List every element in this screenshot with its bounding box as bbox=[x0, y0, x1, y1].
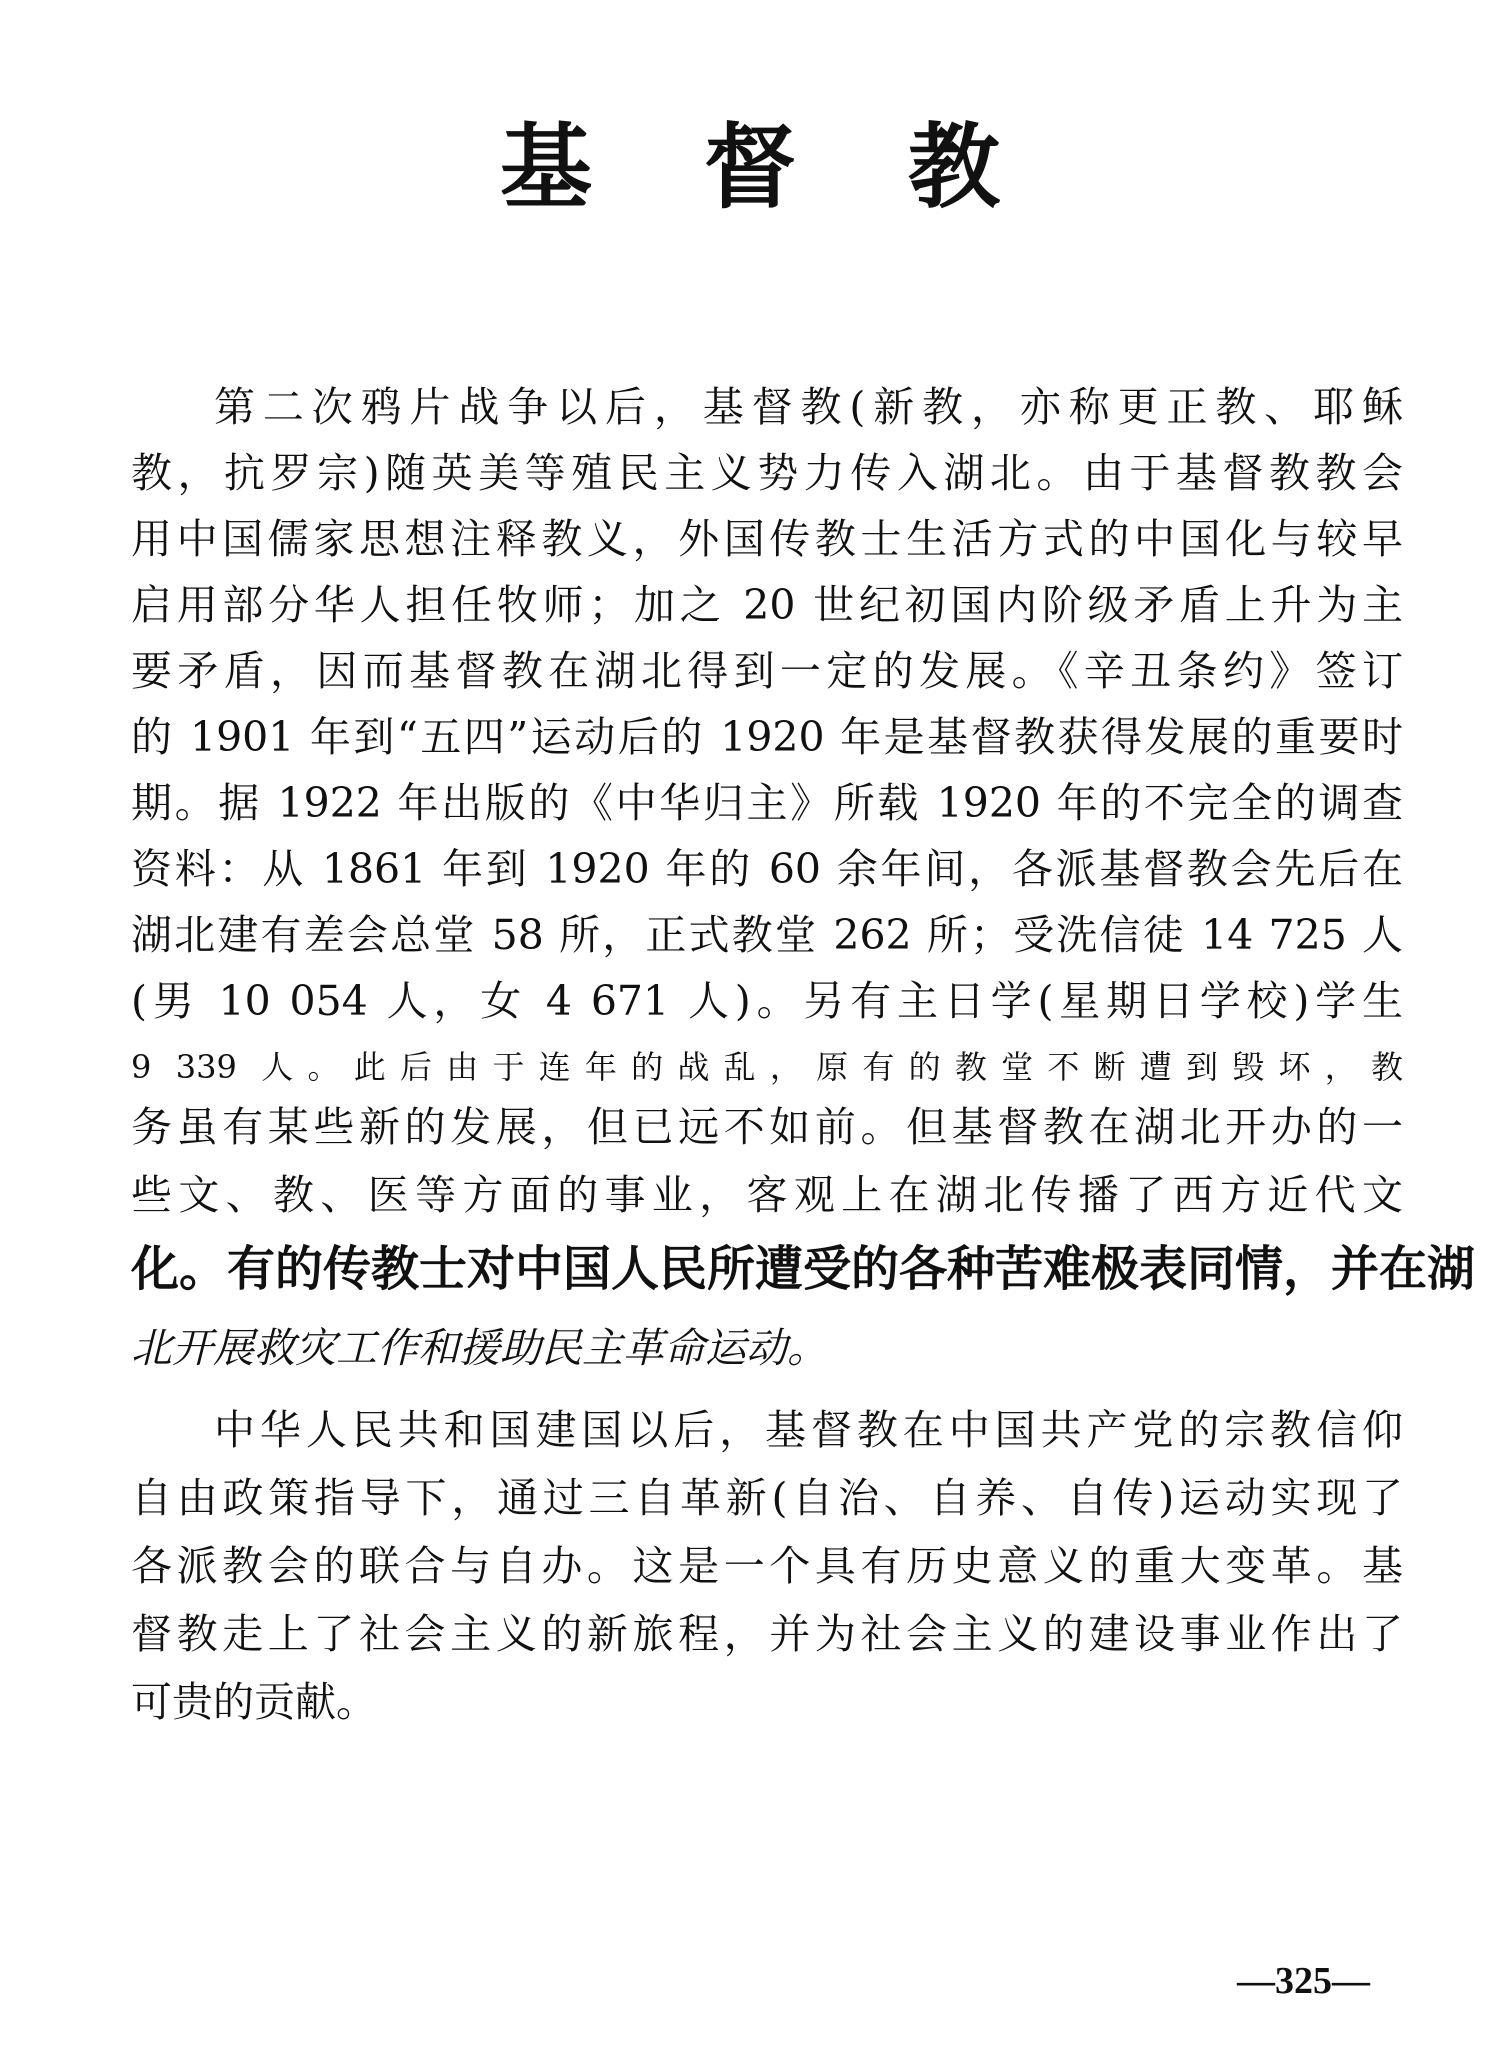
paragraph-1-line-11: 9 339 人。此后由于连年的战乱，原有的教堂不断遭到毁坏，教 bbox=[131, 1048, 1403, 1086]
paragraph-1-line-9: 湖北建有差会总堂 58 所，正式教堂 262 所；受洗信徒 14 725 人 bbox=[131, 911, 1403, 959]
paragraph-1-line-14: 化。有的传教士对中国人民所遭受的各种苦难极表同情，并在湖 bbox=[131, 1241, 1476, 1297]
page-number: —325— bbox=[1237, 1960, 1370, 2002]
paragraph-1-line-1: 第二次鸦片战争以后，基督教(新教，亦称更正教、耶稣 bbox=[214, 383, 1403, 431]
paragraph-1-line-3: 用中国儒家思想注释教义，外国传教士生活方式的中国化与较早 bbox=[131, 515, 1403, 563]
paragraph-2-line-5: 可贵的贡献。 bbox=[131, 1678, 377, 1726]
paragraph-1-line-2: 教，抗罗宗)随英美等殖民主义势力传入湖北。由于基督教教会 bbox=[131, 449, 1403, 497]
paragraph-1-line-15: 北开展救灾工作和援助民主革命运动。 bbox=[131, 1324, 828, 1372]
paragraph-2-line-2: 自由政策指导下，通过三自革新(自治、自养、自传)运动实现了 bbox=[131, 1474, 1403, 1522]
paragraph-1-line-5: 要矛盾，因而基督教在湖北得到一定的发展。《辛丑条约》签订 bbox=[131, 647, 1403, 695]
paragraph-1-line-13: 些文、教、医等方面的事业，客观上在湖北传播了西方近代文 bbox=[131, 1171, 1403, 1219]
paragraph-1-line-8: 资料：从 1861 年到 1920 年的 60 余年间，各派基督教会先后在 bbox=[131, 845, 1403, 893]
paragraph-1-line-4: 启用部分华人担任牧师；加之 20 世纪初国内阶级矛盾上升为主 bbox=[131, 581, 1403, 629]
paragraph-1-line-7: 期。据 1922 年出版的《中华归主》所载 1920 年的不完全的调查 bbox=[131, 779, 1403, 827]
paragraph-2-line-3: 各派教会的联合与自办。这是一个具有历史意义的重大变革。基 bbox=[131, 1542, 1403, 1590]
paragraph-1-line-6: 的 1901 年到“五四”运动后的 1920 年是基督教获得发展的重要时 bbox=[131, 713, 1403, 761]
paragraph-2-line-4: 督教走上了社会主义的新旅程，并为社会主义的建设事业作出了 bbox=[131, 1610, 1403, 1658]
paragraph-1-line-10: (男 10 054 人，女 4 671 人)。另有主日学(星期日学校)学生 bbox=[131, 977, 1403, 1025]
paragraph-1-line-12: 务虽有某些新的发展，但已远不如前。但基督教在湖北开办的一 bbox=[131, 1103, 1403, 1151]
page-title: 基 督 教 bbox=[499, 114, 1041, 221]
paragraph-2-line-1: 中华人民共和国建国以后，基督教在中国共产党的宗教信仰 bbox=[214, 1406, 1403, 1454]
